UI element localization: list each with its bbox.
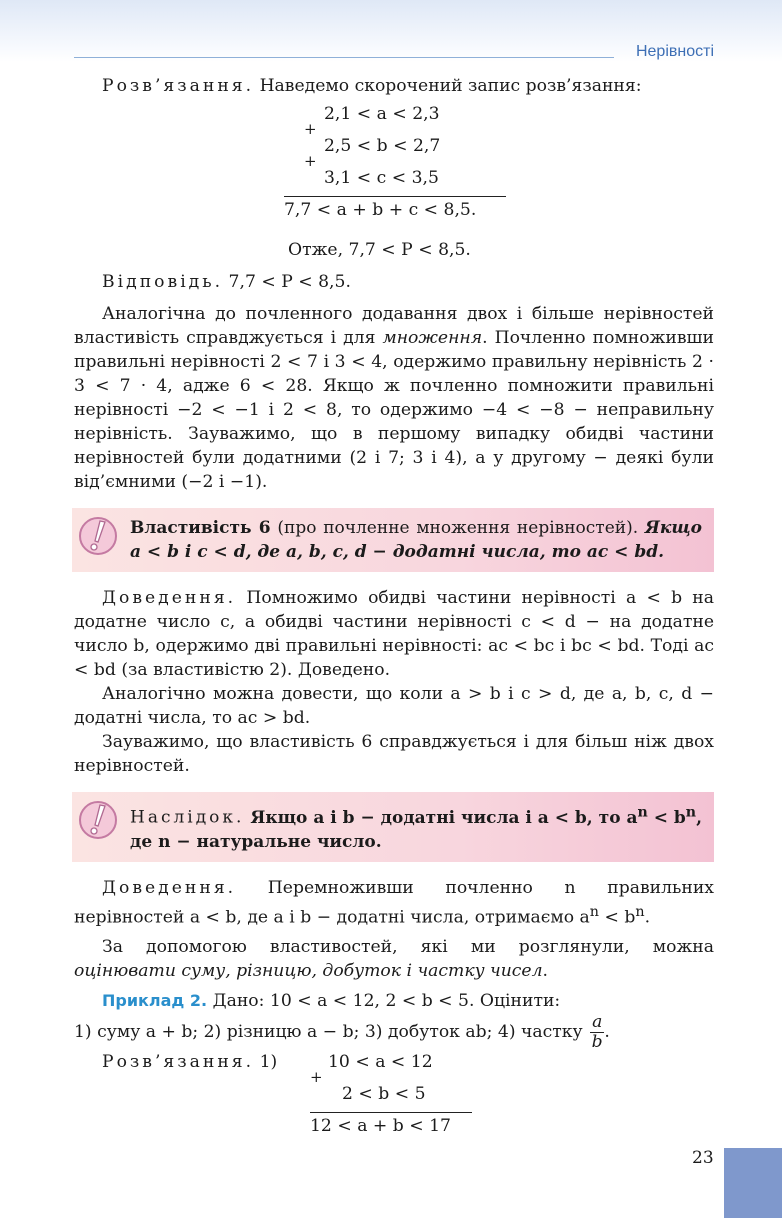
- paragraph-estimation: За допомогою властивостей, які ми розглянули, можна оцінювати суму, різницю, добуток і частку чисел.: [74, 937, 714, 982]
- exclamation-icon: [78, 800, 118, 840]
- solution-label: Розв’язання.: [102, 76, 255, 96]
- corollary-box: [72, 792, 714, 862]
- example-label: Приклад 2.: [102, 991, 208, 1011]
- system-row: 2,5 < b < 2,7: [324, 136, 441, 156]
- fraction-a-over-b: $\frac{a}{b}$: [591, 1012, 603, 1053]
- proof-2: Доведення. Перемноживши почленно n правильних нерівностей a < b, де a і b − додатні числа, отримаємо $a^n < b^n$.: [74, 877, 714, 928]
- inequality-system-2: [74, 1052, 714, 1138]
- inequality-system-1: [74, 98, 714, 220]
- proof-1: Доведення. Помножимо обидві частини нерівності a < b на додатне число c, а обидві частини нерівності c < d − на додатне число b, одержимо дві правильні нерівності: ac < bc і bc < bd. Тоді ac < bd (за властивістю 2). Доведено.: [74, 588, 714, 680]
- header-rule: [74, 57, 614, 58]
- page-corner-tab: [724, 1148, 782, 1218]
- exclamation-icon: [78, 516, 118, 556]
- solution-1-intro: Розв’язання. Наведемо скорочений запис розв’язання:: [102, 76, 642, 96]
- sum-bar: [284, 196, 506, 197]
- solution-1-conclusion: Отже, 7,7 < P < 8,5.: [288, 240, 471, 260]
- system-row: 2,1 < a < 2,3: [324, 104, 440, 124]
- plus-sign: +: [310, 1068, 323, 1087]
- solution-2-label: Розв’язання. 1): [102, 1052, 278, 1073]
- system-row: 3,1 < c < 3,5: [324, 168, 439, 188]
- section-title: Нерівності: [635, 43, 714, 60]
- page-content: [74, 74, 714, 1138]
- example-2-statement: Приклад 2. Дано: 10 < a < 12, 2 < b < 5. Оцінити:: [102, 991, 561, 1012]
- property-6-box: [72, 508, 714, 572]
- system-row: 10 < a < 12: [328, 1052, 433, 1073]
- system-sum: 7,7 < a + b + c < 8,5.: [284, 200, 477, 220]
- paragraph-multiplication: Аналогічна до почленного додавання двох і більше нерівностей властивість справджується і для множення. Почленно помноживши правильні нерівності 2 < 7 і 3 < 4, одержимо правильну нерівність 2 · 3 < 7 · 4, адже 6 < 28. Якщо ж почленно помножити правильні нерівності −2 < −1 і 2 < 8, то одержимо −4 < −8 − неправильну нерівність. Зауважимо, що в першому випадку обидві частини нерівностей були додатними (2 і 7; 3 і 4), а у другому − деякі були від’ємними (−2 і −1).: [74, 304, 714, 492]
- answer-line: Відповідь. 7,7 < P < 8,5.: [102, 272, 351, 292]
- system-sum: 12 < a + b < 17: [310, 1116, 451, 1137]
- example-2-tasks: 1) суму a + b; 2) різницю a − b; 3) добуток ab; 4) частку $\frac{a}{b}$ .: [74, 1012, 610, 1053]
- paragraph-analog: Аналогічно можна довести, що коли a > b і c > d, де a, b, c, d − додатні числа, то ac > bd.: [74, 684, 714, 728]
- sum-bar: [310, 1112, 472, 1113]
- system-row: 2 < b < 5: [342, 1084, 426, 1105]
- paragraph-note: Зауважимо, що властивість 6 справджується і для більш ніж двох нерівностей.: [74, 732, 714, 776]
- plus-sign: +: [304, 152, 317, 170]
- property-6-text: Властивість 6 (про почленне множення нерівностей). Якщо a < b і c < d, де a, b, c, d − додатні числа, то ac < bd.: [130, 518, 702, 562]
- corollary-text: Наслідок. Якщо a і b − додатні числа і a < b, то $a^n < b^n$, де n − натуральне число.: [130, 804, 703, 852]
- page-number: 23: [692, 1148, 714, 1168]
- plus-sign: +: [304, 120, 317, 138]
